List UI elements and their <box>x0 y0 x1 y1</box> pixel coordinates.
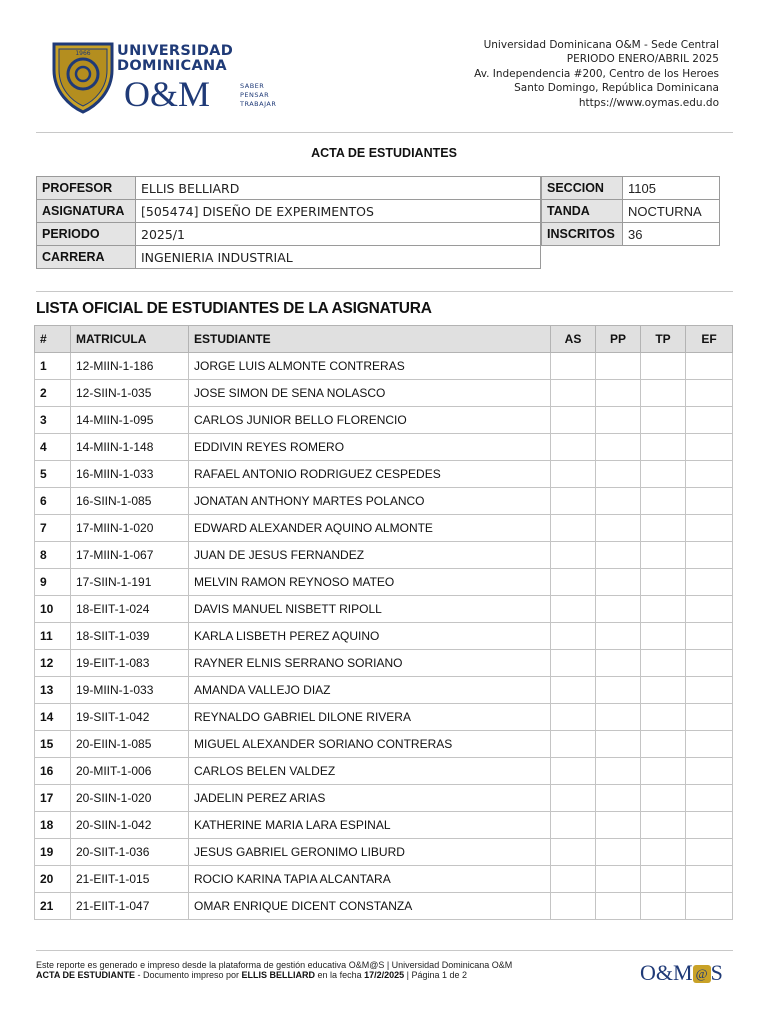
row-grade-cell <box>551 380 596 407</box>
row-grade-cell <box>641 677 686 704</box>
row-matricula: 21-EIIT-1-015 <box>71 866 189 893</box>
row-number: 21 <box>35 893 71 920</box>
row-grade-cell <box>686 839 733 866</box>
table-row <box>35 704 733 731</box>
row-matricula: 14-MIIN-1-095 <box>71 407 189 434</box>
col-header-number: # <box>35 326 71 353</box>
row-matricula: 18-EIIT-1-024 <box>71 596 189 623</box>
row-grade-cell <box>686 812 733 839</box>
row-student-name: JESUS GABRIEL GERONIMO LIBURD <box>189 839 551 866</box>
row-matricula: 14-MIIN-1-148 <box>71 434 189 461</box>
row-grade-cell <box>641 893 686 920</box>
row-number: 4 <box>35 434 71 461</box>
row-grade-cell <box>596 758 641 785</box>
row-grade-cell <box>551 515 596 542</box>
slogan-saber: SABER <box>240 82 265 90</box>
row-grade-cell <box>596 785 641 812</box>
table-row <box>35 542 733 569</box>
row-matricula: 17-MIIN-1-067 <box>71 542 189 569</box>
footer-logo <box>640 960 723 986</box>
row-grade-cell <box>686 650 733 677</box>
row-number: 20 <box>35 866 71 893</box>
row-student-name: KATHERINE MARIA LARA ESPINAL <box>189 812 551 839</box>
col-header-ef: EF <box>686 326 733 353</box>
col-header-tp: TP <box>641 326 686 353</box>
seccion-label: SECCION <box>542 177 623 200</box>
row-number: 5 <box>35 461 71 488</box>
table-row <box>35 839 733 866</box>
footer-logo-at-icon: @ <box>693 965 711 983</box>
table-row <box>35 731 733 758</box>
row-grade-cell <box>686 731 733 758</box>
col-header-pp: PP <box>596 326 641 353</box>
row-grade-cell <box>641 758 686 785</box>
footer-platform-line: Este reporte es generado e impreso desde la plataforma de gestión educativa O&M@S | Universidad Dominicana O&M <box>36 960 513 970</box>
tanda-value: NOCTURNA <box>623 200 720 223</box>
row-grade-cell <box>641 866 686 893</box>
students-table <box>34 325 733 920</box>
profesor-label: PROFESOR <box>37 177 136 200</box>
row-number: 1 <box>35 353 71 380</box>
row-grade-cell <box>551 434 596 461</box>
row-grade-cell <box>686 407 733 434</box>
row-matricula: 20-SIIT-1-036 <box>71 839 189 866</box>
row-number: 14 <box>35 704 71 731</box>
row-grade-cell <box>686 569 733 596</box>
row-matricula: 20-EIIN-1-085 <box>71 731 189 758</box>
carrera-value: INGENIERIA INDUSTRIAL <box>136 246 541 269</box>
row-grade-cell <box>686 353 733 380</box>
row-grade-cell <box>641 785 686 812</box>
row-number: 9 <box>35 569 71 596</box>
row-matricula: 21-EIIT-1-047 <box>71 893 189 920</box>
inscritos-value: 36 <box>623 223 720 246</box>
footer-printer-name: ELLIS BELLIARD <box>241 970 316 980</box>
table-row <box>35 488 733 515</box>
periodo-label: PERIODO <box>37 223 136 246</box>
header-divider <box>36 132 733 133</box>
address-line-campus: Universidad Dominicana O&M - Sede Central <box>483 39 719 51</box>
row-matricula: 16-MIIN-1-033 <box>71 461 189 488</box>
row-matricula: 18-SIIT-1-039 <box>71 623 189 650</box>
footer-note <box>36 960 512 980</box>
row-grade-cell <box>596 407 641 434</box>
student-list-title: LISTA OFICIAL DE ESTUDIANTES DE LA ASIGNATURA <box>36 300 432 317</box>
table-row <box>35 461 733 488</box>
row-grade-cell <box>596 866 641 893</box>
row-number: 16 <box>35 758 71 785</box>
table-row <box>35 650 733 677</box>
row-number: 19 <box>35 839 71 866</box>
row-matricula: 17-SIIN-1-191 <box>71 569 189 596</box>
row-grade-cell <box>686 866 733 893</box>
row-student-name: MIGUEL ALEXANDER SORIANO CONTRERAS <box>189 731 551 758</box>
row-grade-cell <box>686 542 733 569</box>
row-grade-cell <box>641 623 686 650</box>
row-grade-cell <box>641 596 686 623</box>
section-info-table <box>541 176 720 246</box>
periodo-value: 2025/1 <box>136 223 541 246</box>
footer-page-text: | Página 1 de 2 <box>404 970 468 980</box>
shield-seal-icon <box>48 40 118 114</box>
row-grade-cell <box>596 353 641 380</box>
row-grade-cell <box>686 434 733 461</box>
address-line-city: Santo Domingo, República Dominicana <box>514 82 719 95</box>
table-row <box>35 596 733 623</box>
row-grade-cell <box>551 542 596 569</box>
carrera-label: CARRERA <box>37 246 136 269</box>
row-grade-cell <box>641 353 686 380</box>
row-grade-cell <box>686 380 733 407</box>
row-grade-cell <box>686 596 733 623</box>
table-row <box>35 812 733 839</box>
row-matricula: 20-SIIN-1-020 <box>71 785 189 812</box>
row-number: 7 <box>35 515 71 542</box>
row-student-name: RAFAEL ANTONIO RODRIGUEZ CESPEDES <box>189 461 551 488</box>
row-grade-cell <box>596 731 641 758</box>
row-grade-cell <box>551 488 596 515</box>
row-grade-cell <box>596 380 641 407</box>
row-grade-cell <box>551 569 596 596</box>
row-student-name: KARLA LISBETH PEREZ AQUINO <box>189 623 551 650</box>
row-matricula: 16-SIIN-1-085 <box>71 488 189 515</box>
row-grade-cell <box>686 893 733 920</box>
row-grade-cell <box>551 785 596 812</box>
row-grade-cell <box>641 380 686 407</box>
row-grade-cell <box>596 569 641 596</box>
row-grade-cell <box>641 488 686 515</box>
row-grade-cell <box>641 650 686 677</box>
table-row <box>35 434 733 461</box>
footer-date: 17/2/2025 <box>364 970 405 980</box>
address-line-period: PERIODO ENERO/ABRIL 2025 <box>566 53 719 66</box>
row-grade-cell <box>641 569 686 596</box>
row-matricula: 20-MIIT-1-006 <box>71 758 189 785</box>
profesor-value: ELLIS BELLIARD <box>136 177 541 200</box>
slogan-trabajar: TRABAJAR <box>240 100 277 108</box>
asignatura-label: ASIGNATURA <box>37 200 136 223</box>
row-grade-cell <box>551 839 596 866</box>
inscritos-label: INSCRITOS <box>542 223 623 246</box>
table-row <box>35 866 733 893</box>
table-row <box>35 569 733 596</box>
row-grade-cell <box>686 704 733 731</box>
footer-printed-by-text: - Documento impreso por <box>135 970 242 980</box>
row-grade-cell <box>686 623 733 650</box>
students-table-header <box>35 326 733 353</box>
row-grade-cell <box>641 407 686 434</box>
svg-text:1966: 1966 <box>75 50 91 57</box>
row-grade-cell <box>596 839 641 866</box>
row-grade-cell <box>551 623 596 650</box>
row-number: 3 <box>35 407 71 434</box>
row-grade-cell <box>551 596 596 623</box>
row-number: 8 <box>35 542 71 569</box>
row-student-name: OMAR ENRIQUE DICENT CONSTANZA <box>189 893 551 920</box>
row-student-name: REYNALDO GABRIEL DILONE RIVERA <box>189 704 551 731</box>
footer-divider <box>36 950 733 951</box>
row-student-name: RAYNER ELNIS SERRANO SORIANO <box>189 650 551 677</box>
footer-print-line <box>36 970 512 980</box>
row-grade-cell <box>551 893 596 920</box>
row-grade-cell <box>686 677 733 704</box>
row-grade-cell <box>596 461 641 488</box>
address-line-website: https://www.oymas.edu.do <box>578 96 719 109</box>
row-grade-cell <box>641 704 686 731</box>
col-header-estudiante: ESTUDIANTE <box>189 326 551 353</box>
row-number: 17 <box>35 785 71 812</box>
footer-doc-name: ACTA DE ESTUDIANTE <box>36 970 135 980</box>
row-grade-cell <box>641 515 686 542</box>
table-row <box>35 893 733 920</box>
table-row <box>35 785 733 812</box>
table-row <box>35 623 733 650</box>
col-header-matricula: MATRICULA <box>71 326 189 353</box>
row-grade-cell <box>596 542 641 569</box>
table-row <box>35 353 733 380</box>
row-grade-cell <box>596 623 641 650</box>
table-row <box>35 677 733 704</box>
row-grade-cell <box>551 353 596 380</box>
row-grade-cell <box>596 596 641 623</box>
row-student-name: EDDIVIN REYES ROMERO <box>189 434 551 461</box>
row-number: 18 <box>35 812 71 839</box>
row-grade-cell <box>686 488 733 515</box>
row-matricula: 12-MIIN-1-186 <box>71 353 189 380</box>
row-grade-cell <box>641 434 686 461</box>
row-grade-cell <box>641 839 686 866</box>
university-name-line1: UNIVERSIDAD <box>117 43 234 59</box>
brand-slogan <box>240 82 276 109</box>
row-grade-cell <box>641 542 686 569</box>
row-grade-cell <box>551 731 596 758</box>
footer-logo-om: O&M <box>640 960 693 985</box>
row-student-name: JOSE SIMON DE SENA NOLASCO <box>189 380 551 407</box>
row-grade-cell <box>551 677 596 704</box>
row-matricula: 19-EIIT-1-083 <box>71 650 189 677</box>
row-grade-cell <box>596 893 641 920</box>
footer-date-text: en la fecha <box>315 970 365 980</box>
university-name-line2: DOMINICANA <box>117 58 227 74</box>
row-matricula: 20-SIIN-1-042 <box>71 812 189 839</box>
row-grade-cell <box>686 785 733 812</box>
row-student-name: DAVIS MANUEL NISBETT RIPOLL <box>189 596 551 623</box>
section-divider <box>36 291 733 292</box>
row-grade-cell <box>686 515 733 542</box>
row-grade-cell <box>596 488 641 515</box>
row-grade-cell <box>686 461 733 488</box>
row-grade-cell <box>641 461 686 488</box>
row-grade-cell <box>596 515 641 542</box>
document-title: ACTA DE ESTUDIANTES <box>311 146 457 160</box>
asignatura-value: [505474] DISEÑO DE EXPERIMENTOS <box>136 200 541 223</box>
course-info-table <box>36 176 541 269</box>
row-grade-cell <box>641 731 686 758</box>
tanda-label: TANDA <box>542 200 623 223</box>
row-number: 10 <box>35 596 71 623</box>
row-matricula: 19-SIIT-1-042 <box>71 704 189 731</box>
row-grade-cell <box>596 812 641 839</box>
row-student-name: JADELIN PEREZ ARIAS <box>189 785 551 812</box>
row-grade-cell <box>596 650 641 677</box>
seccion-value: 1105 <box>623 177 720 200</box>
table-row <box>35 380 733 407</box>
row-grade-cell <box>551 758 596 785</box>
row-student-name: MELVIN RAMON REYNOSO MATEO <box>189 569 551 596</box>
row-student-name: JUAN DE JESUS FERNANDEZ <box>189 542 551 569</box>
row-student-name: CARLOS BELEN VALDEZ <box>189 758 551 785</box>
row-student-name: ROCIO KARINA TAPIA ALCANTARA <box>189 866 551 893</box>
address-line-street: Av. Independencia #200, Centro de los Heroes <box>474 67 719 80</box>
footer-logo-s: S <box>710 960 723 985</box>
row-matricula: 12-SIIN-1-035 <box>71 380 189 407</box>
row-matricula: 19-MIIN-1-033 <box>71 677 189 704</box>
row-student-name: AMANDA VALLEJO DIAZ <box>189 677 551 704</box>
row-grade-cell <box>551 866 596 893</box>
row-number: 12 <box>35 650 71 677</box>
institution-address <box>474 38 719 110</box>
row-number: 2 <box>35 380 71 407</box>
row-grade-cell <box>596 434 641 461</box>
table-row <box>35 758 733 785</box>
table-row <box>35 515 733 542</box>
row-grade-cell <box>596 677 641 704</box>
row-student-name: CARLOS JUNIOR BELLO FLORENCIO <box>189 407 551 434</box>
row-grade-cell <box>686 758 733 785</box>
slogan-pensar: PENSAR <box>240 91 270 99</box>
row-student-name: JORGE LUIS ALMONTE CONTRERAS <box>189 353 551 380</box>
row-grade-cell <box>551 812 596 839</box>
row-number: 15 <box>35 731 71 758</box>
row-number: 13 <box>35 677 71 704</box>
row-matricula: 17-MIIN-1-020 <box>71 515 189 542</box>
col-header-as: AS <box>551 326 596 353</box>
row-grade-cell <box>641 812 686 839</box>
row-grade-cell <box>551 704 596 731</box>
table-row <box>35 407 733 434</box>
row-grade-cell <box>551 461 596 488</box>
row-grade-cell <box>551 407 596 434</box>
row-student-name: EDWARD ALEXANDER AQUINO ALMONTE <box>189 515 551 542</box>
university-name <box>117 44 233 74</box>
row-grade-cell <box>551 650 596 677</box>
row-number: 6 <box>35 488 71 515</box>
row-student-name: JONATAN ANTHONY MARTES POLANCO <box>189 488 551 515</box>
row-grade-cell <box>596 704 641 731</box>
brand-om-wordmark: O&M <box>124 74 211 114</box>
row-number: 11 <box>35 623 71 650</box>
